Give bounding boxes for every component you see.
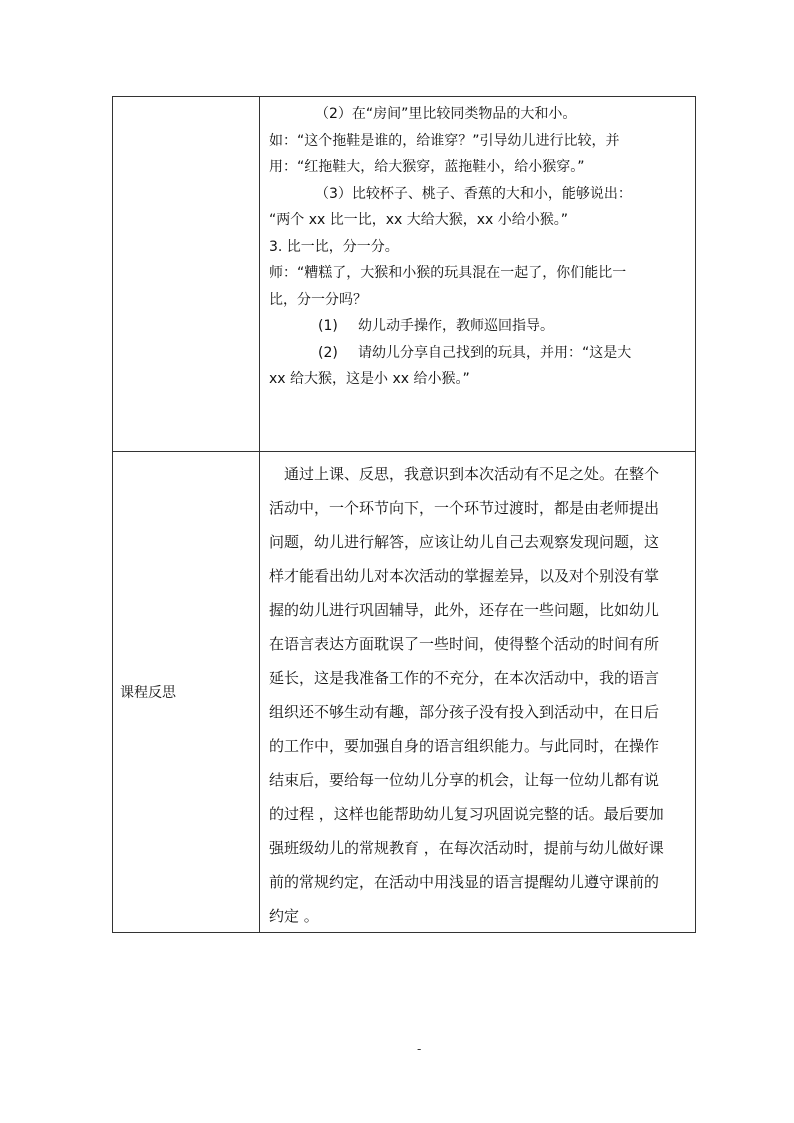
page-number: - bbox=[417, 1042, 422, 1056]
activity-line: 3. 比一比，分一分。 bbox=[269, 238, 399, 255]
reflection-line: 样才能看出幼儿对本次活动的掌握差异，以及对个别没有掌 bbox=[269, 567, 660, 585]
row-label-cell bbox=[113, 452, 260, 933]
reflection-line: 强班级幼儿的常规教育 ，在每次活动时，提前与幼儿做好课 bbox=[269, 839, 664, 857]
activity-line: 师：“糟糕了，大猴和小猴的玩具混在一起了，你们能比一 bbox=[269, 265, 627, 281]
reflection-content-cell bbox=[260, 452, 696, 933]
list-number: (2) bbox=[318, 344, 338, 361]
list-text: 请幼儿分享自己找到的玩具，并用：“这是大 bbox=[358, 344, 632, 361]
activity-content-cell bbox=[260, 97, 696, 452]
activity-line: “两个 xx 比一比，xx 大给大猴，xx 小给小猴。” bbox=[269, 212, 569, 228]
activity-line: 比，分一分吗？ bbox=[269, 291, 367, 308]
activity-line: （3）比较杯子、桃子、香蕉的大和小，能够说出： bbox=[315, 185, 632, 202]
list-item bbox=[269, 340, 687, 367]
list-number: (1) bbox=[318, 318, 338, 334]
reflection-line: 结束后，要给每一位幼儿分享的机会，让每一位幼儿都有说 bbox=[269, 771, 660, 789]
reflection-line: 的过程 ，这样也能帮助幼儿复习巩固说完整的话。最后要加 bbox=[269, 805, 664, 823]
reflection-line: 延长，这是我准备工作的不充分，在本次活动中，我的语言 bbox=[269, 669, 660, 687]
table-row-activity bbox=[113, 97, 696, 452]
table-row-reflection bbox=[113, 452, 696, 933]
activity-line: （2）在“房间”里比较同类物品的大和小。 bbox=[315, 106, 577, 122]
reflection-line: 组织还不够生动有趣，部分孩子没有投入到活动中，在日后 bbox=[269, 703, 660, 721]
list-text: 幼儿动手操作，教师巡回指导。 bbox=[358, 318, 554, 334]
list-item bbox=[269, 313, 687, 340]
row-label-cell bbox=[113, 97, 260, 452]
reflection-line: 活动中，一个环节向下，一个环节过渡时，都是由老师提出 bbox=[269, 499, 660, 517]
reflection-line: 前的常规约定，在活动中用浅显的语言提醒幼儿遵守课前的 bbox=[269, 873, 660, 891]
activity-line: 用：“红拖鞋大，给大猴穿，蓝拖鞋小，给小猴穿。” bbox=[269, 159, 585, 175]
reflection-line: 通过上课、反思，我意识到本次活动有不足之处。在整个 bbox=[284, 465, 660, 483]
reflection-line: 握的幼儿进行巩固辅导，此外，还存在一些问题，比如幼儿 bbox=[269, 601, 660, 619]
reflection-line: 的工作中，要加强自身的语言组织能力。与此同时，在操作 bbox=[269, 737, 660, 755]
reflection-line: 约定 。 bbox=[269, 907, 319, 925]
row-label-reflection: 课程反思 bbox=[120, 685, 176, 701]
lesson-table bbox=[112, 96, 696, 933]
reflection-line: 问题，幼儿进行解答，应该让幼儿自己去观察发现问题，这 bbox=[269, 533, 660, 551]
activity-line: 如：“这个拖鞋是谁的，给谁穿？”引导幼儿进行比较，并 bbox=[269, 132, 620, 149]
reflection-line: 在语言表达方面耽误了一些时间，使得整个活动的时间有所 bbox=[269, 635, 660, 653]
activity-line: xx 给大猴，这是小 xx 给小猴。” bbox=[269, 371, 470, 387]
